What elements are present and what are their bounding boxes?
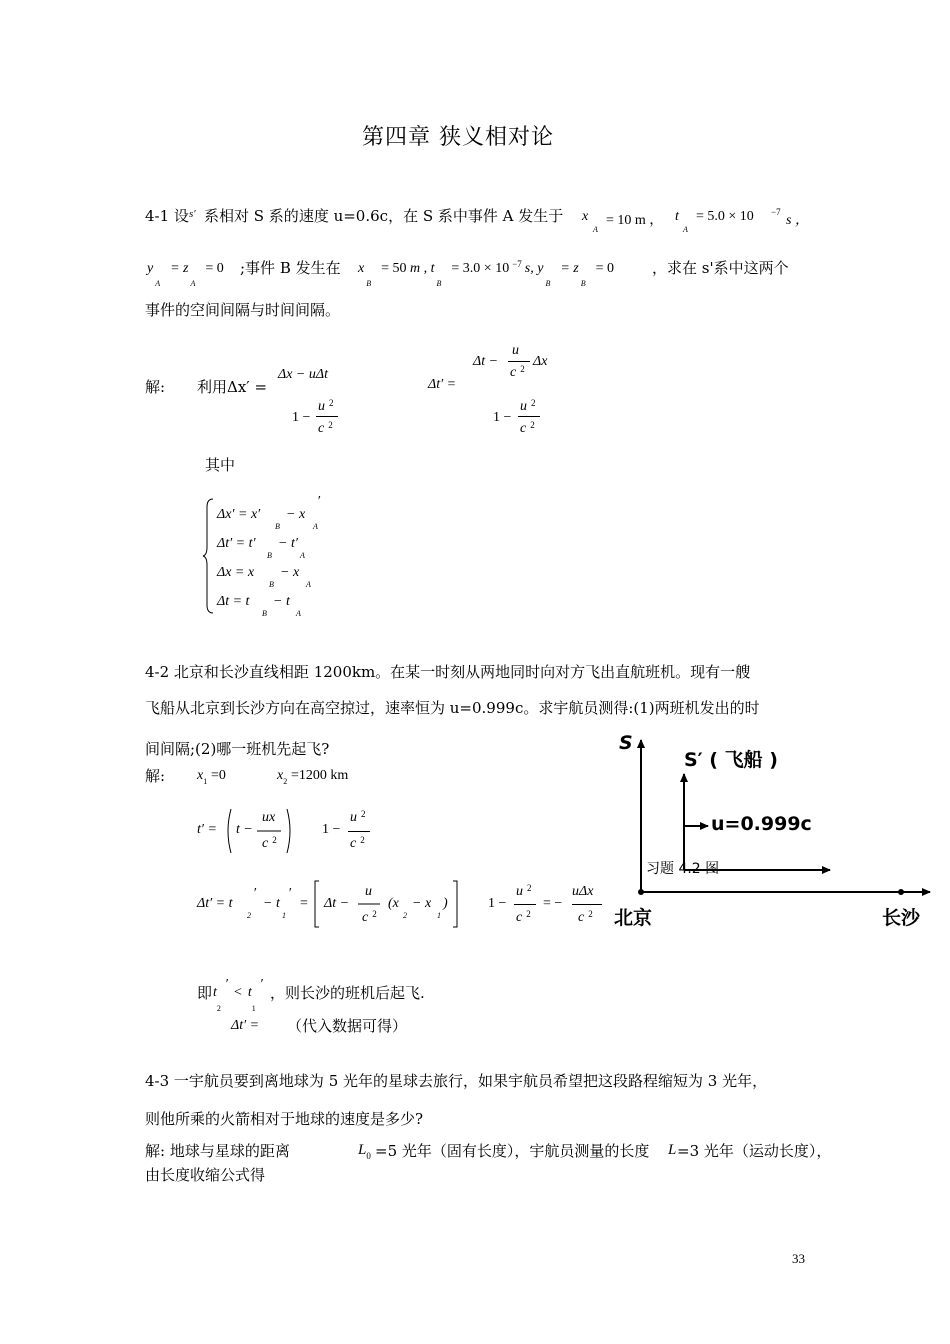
p41-qizhong: 其中 — [205, 456, 236, 474]
p41-ta-value: = 5.0 × 10 — [696, 209, 754, 224]
p41-num2-a: Δt − — [473, 354, 499, 369]
sys-line3: Δx = x — [217, 565, 255, 580]
p43-sol-c: =3 光年（运动长度）， — [677, 1142, 832, 1160]
p41-sol-use: 利用Δx′ = — [197, 378, 268, 396]
chapter-title: 第四章 狭义相对论 — [362, 125, 554, 150]
figure-caption: 习题 4.2 图 — [646, 861, 720, 877]
sys-line4: Δt = t — [217, 594, 250, 609]
p41-den1-c2: c $^2$ — [318, 420, 333, 436]
p41-num1: Δx − uΔt — [278, 367, 328, 382]
p43-sol-b: =5 光年（固有长度），宇航员测量的长度 — [375, 1142, 650, 1160]
p41-num2-c2: c $^2$ — [510, 364, 525, 380]
p42-x1-symbol: $x_1$ — [197, 768, 208, 786]
p41-sprime: s′ — [189, 208, 196, 220]
p41-num2-u: u — [512, 343, 519, 358]
p42-line2: 飞船从北京到长沙方向在高空掠过，速率恒为 u=0.999c。求宇航员测得:(1)两班机发出的时 — [145, 699, 760, 717]
p42-x2-symbol: $x_2$ — [277, 768, 288, 786]
p42-conclusion-a: 即 — [197, 984, 213, 1002]
p41-ta-exp: −7 — [771, 207, 781, 217]
p42-t2-lt-t1: $t_2'< t_1'$ — [213, 977, 263, 1013]
p41-ta-unit: s ， — [786, 213, 809, 228]
p42-line1: 4-2 北京和长沙直线相距 1200km。在某一时刻从两地同时向对方飞出直航班机。现有一艘 — [145, 663, 751, 681]
p41-sol-label: 解: — [145, 378, 166, 396]
p41-line2-tail: ，求在 s'系中这两个 — [652, 259, 789, 277]
p41-num2-b: Δx — [533, 354, 548, 369]
sys-line2: Δt′ = t′ — [217, 536, 256, 551]
p41-den2-u2: u $^2$ — [520, 398, 536, 414]
p43-L-symbol: L — [668, 1142, 677, 1158]
axis-label-s-prime: S′ ( 飞船 ) — [684, 749, 778, 771]
p43-line1: 4-3 一宇航员要到离地球为 5 光年的星球去旅行，如果宇航员希望把这段路程缩短为 3 光年， — [145, 1072, 768, 1090]
p43-line4: 由长度收缩公式得 — [145, 1166, 266, 1184]
p41-event-b: ;事件 B 发生在 — [240, 259, 341, 277]
p42-x2-value: =1200 km — [291, 768, 349, 783]
system-brace — [202, 497, 216, 615]
p41-dt-label: Δt′ = — [428, 377, 457, 392]
p41-den2-c2: c $^2$ — [520, 420, 535, 436]
p42-dt-value: （代入数据可得） — [287, 1017, 408, 1035]
sys-line1: Δx′ = x′ — [217, 507, 261, 522]
p41-ta-sub: A — [683, 225, 688, 234]
p41-den2: 1 − — [493, 410, 512, 425]
p42-x1-value: =0 — [211, 768, 226, 783]
p42-line3: 间间隔;(2)哪一班机先起飞? — [145, 740, 330, 758]
p42-sol-label: 解: — [145, 767, 166, 785]
p42-conclusion-b: ，则长沙的班机后起飞. — [270, 984, 425, 1002]
location-beijing: 北京 — [614, 907, 653, 929]
p42-dt-eq: Δt′ = t — [197, 896, 233, 911]
p43-sol-a: 解: 地球与星球的距离 — [145, 1142, 290, 1160]
p41-xa-sub: A — [593, 225, 598, 234]
p42-tprime-eq: t′ = — [197, 822, 217, 837]
p41-den1: 1 − — [292, 410, 311, 425]
p41-xa-symbol: x — [582, 209, 589, 224]
page-number: 33 — [792, 1251, 805, 1266]
p41-line1-text: 系相对 S 系的速度 u=0.6c，在 S 系中事件 A 发生于 — [204, 207, 564, 225]
p41-ta-symbol: t — [675, 209, 679, 224]
location-changsha: 长沙 — [882, 907, 921, 929]
p41-line1-start: 4-1 设 — [145, 207, 189, 225]
p41-xa-value: = 10 m ， — [606, 213, 664, 228]
p42-dt-result: Δt′ = — [231, 1018, 260, 1033]
p41-ya-za: $y_A= z_A= 0$ — [147, 261, 224, 288]
axis-label-s: S — [619, 732, 633, 754]
p41-den1-u2: u $^2$ — [318, 398, 334, 414]
p43-line2: 则他所乘的火箭相对于地球的速度是多少? — [145, 1110, 424, 1128]
velocity-label: u=0.999c — [711, 813, 812, 835]
p41-line3: 事件的空间间隔与时间间隔。 — [145, 301, 341, 319]
p41-xb-tb: $x_B= 50$ m , $t_B= 3.0 \times 10$ $^{-7}$ s, $y_B= z_B= 0$ — [358, 259, 615, 288]
p43-L0-symbol: $L_0$ — [358, 1142, 371, 1161]
